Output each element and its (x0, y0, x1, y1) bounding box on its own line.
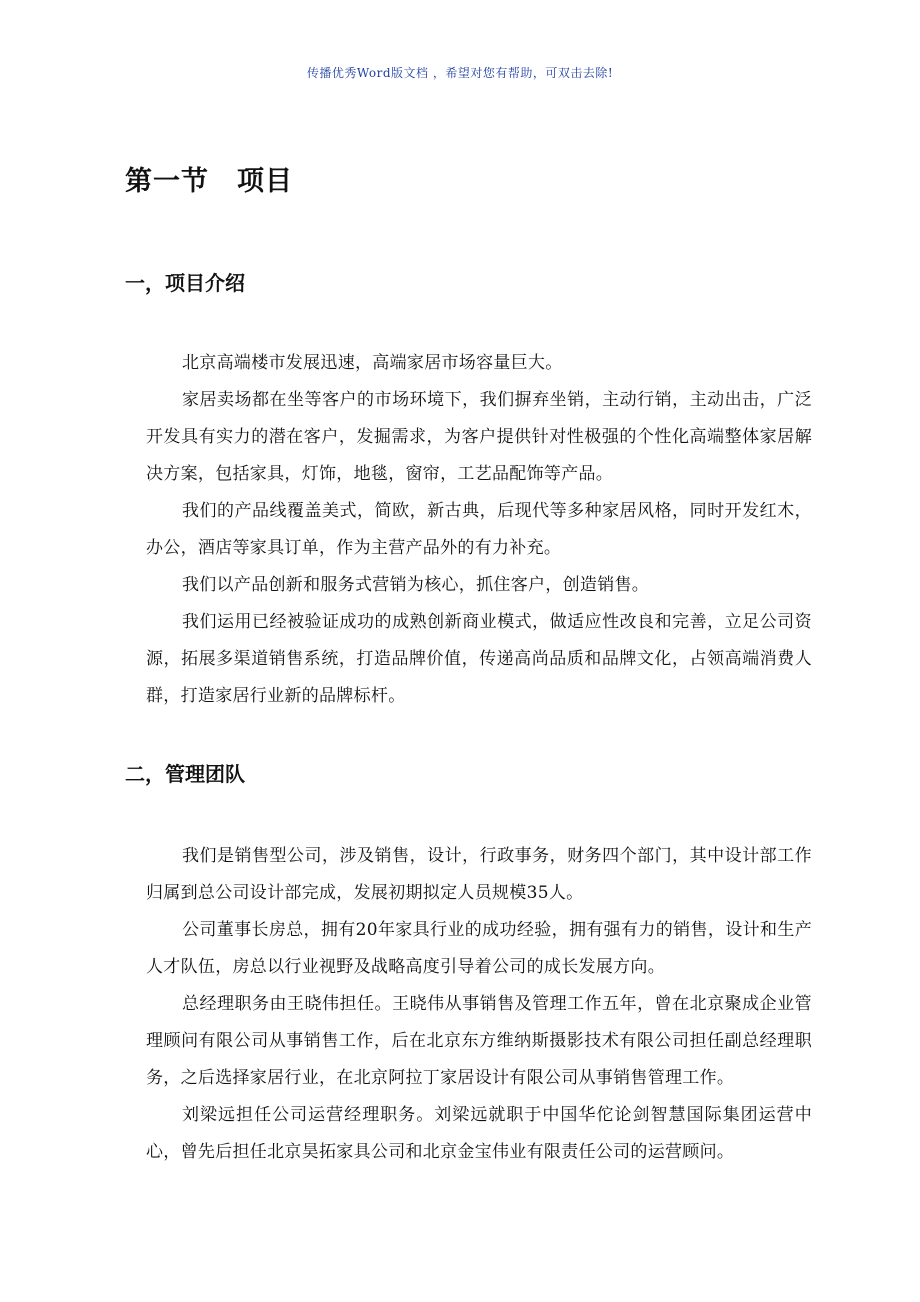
paragraph: 刘梁远担任公司运营经理职务。刘梁远就职于中国华佗论剑智慧国际集团运营中心，曾先后担任北京昊拓家具公司和北京金宝伟业有限责任公司的运营顾问。 (146, 1105, 812, 1162)
header-note: 传播优秀Word版文档 ，希望对您有帮助，可双击去除! (306, 66, 614, 80)
paragraph: 我们以产品创新和服务式营销为核心，抓住客户，创造销售。 (182, 575, 650, 595)
paragraph: 北京高端楼市发展迅速，高端家居市场容量巨大。 (182, 353, 563, 373)
paragraph: 总经理职务由王晓伟担任。王晓伟从事销售及管理工作五年，曾在北京聚成企业管理顾问有限公司从事销售工作，后在北京东方维纳斯摄影技术有限公司担任副总经理职务，之后选择家居行业，在北京阿拉丁家居设计有限公司从事销售管理工作。 (146, 994, 812, 1088)
heading-management-team: 二，管理团队 (125, 762, 245, 786)
section-number: 第一节 (125, 166, 209, 197)
heading-project-intro: 一，项目介绍 (125, 271, 245, 295)
paragraph: 我们运用已经被验证成功的成熟创新商业模式，做适应性改良和完善，立足公司资源，拓展多渠道销售系统，打造品牌价值，传递高尚品质和品牌文化，占领高端消费人群，打造家居行业新的品牌标杆。 (146, 612, 812, 706)
paragraph: 家居卖场都在坐等客户的市场环境下，我们摒弃坐销，主动行销，主动出击，广泛开发具有实力的潜在客户，发掘需求，为客户提供针对性极强的个性化高端整体家居解决方案，包括家具，灯饰，地毯，窗帘，工艺品配饰等产品。 (146, 390, 812, 484)
paragraph: 公司董事长房总，拥有20年家具行业的成功经验，拥有强有力的销售，设计和生产人才队伍，房总以行业视野及战略高度引导着公司的成长发展方向。 (146, 920, 812, 977)
document-body (125, 160, 812, 1171)
paragraph: 我们的产品线覆盖美式，简欧，新古典，后现代等多种家居风格，同时开发红木，办公，酒店等家具订单，作为主营产品外的有力补充。 (146, 501, 812, 558)
paragraph: 我们是销售型公司，涉及销售，设计，行政事务，财务四个部门，其中设计部工作归属到总公司设计部完成，发展初期拟定人员规模35人。 (146, 846, 812, 903)
section-name: 项目 (237, 166, 293, 197)
section-title (125, 160, 791, 204)
